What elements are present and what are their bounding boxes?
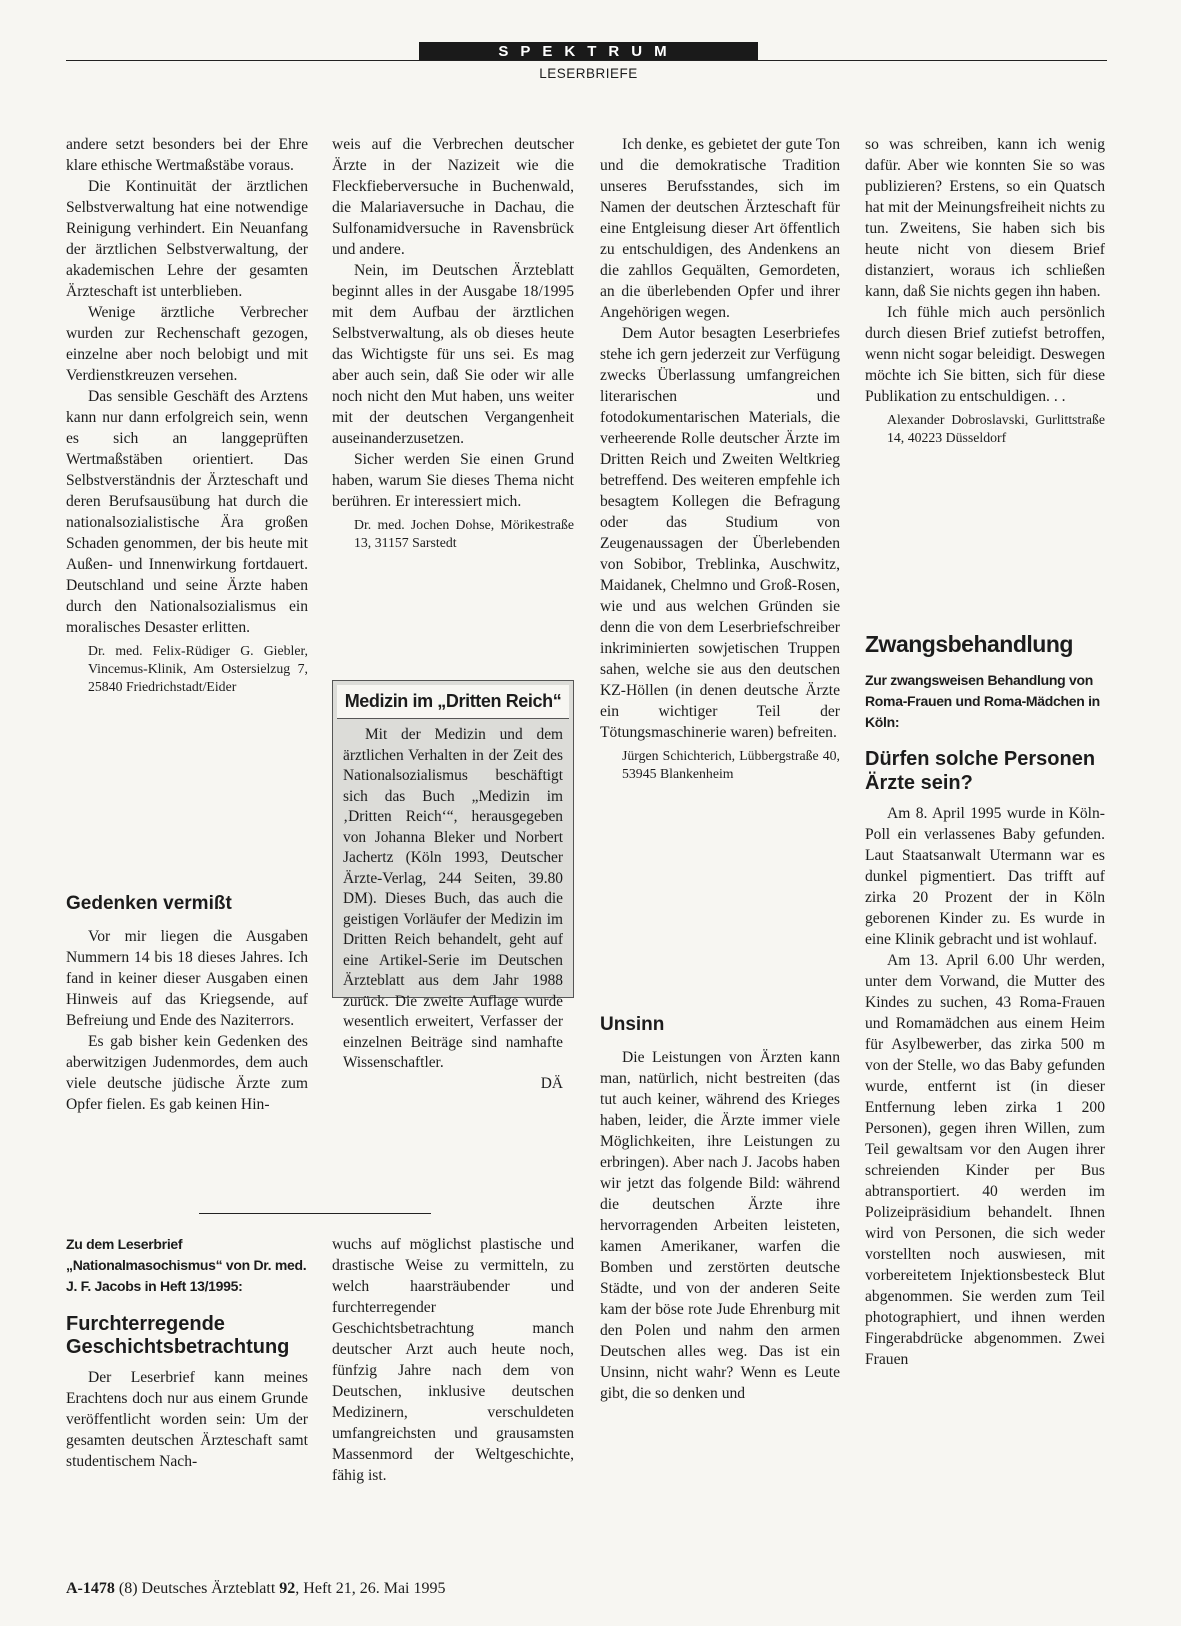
paragraph: Nein, im Deutschen Ärzteblatt beginnt alles in der Ausgabe 18/1995 mit dem Aufbau der ärztlichen Selbstverwaltung, als ob dieses heute das Wichtigste für uns sei. Es mag aber auch sein, daß Sie oder wir alle noch nicht den Mut haben, uns weiter mit der deutschen Vergangenheit auseinanderzusetzen. — [332, 262, 574, 447]
paragraph: Die Kontinuität der ärztlichen Selbstverwaltung hat eine notwendige Reinigung verhindert. Ein Neuanfang der ärztlichen Selbstverwaltung, der akademischen Lehre der gesamten Ärzteschaft ist unterblieben. — [66, 178, 308, 300]
journal-issue: , Heft 21, 26. Mai 1995 — [295, 1580, 446, 1597]
letter-signature: Jürgen Schichterich, Lübbergstraße 40, 53945 Blankenheim — [622, 748, 840, 781]
letter-signature: Dr. med. Jochen Dohse, Mörikestraße 13, 31157 Sarstedt — [354, 517, 574, 550]
paragraph: Ich denke, es gebietet der gute Ton und die demokratische Tradition unseres Berufsstandes, sich im Namen der deutschen Ärzteschaft für eine Entgleisung dieser Art öffentlich zu entschuldigen, des Andenkens an die zahllos Gequälten, Gemordeten, an die überlebenden Opfer und ihrer Angehörigen wegen. — [600, 136, 840, 321]
column-2-top — [332, 134, 574, 552]
paragraph: weis auf die Verbrechen deutscher Ärzte in der Nazizeit wie die Fleckfieberversuche in Buchenwald, die Malariaversuche in Dachau, die Sulfonamidversuche in Ravensbrück und andere. — [332, 136, 574, 258]
paragraph: Das sensible Geschäft des Arztens kann nur dann erfolgreich sein, wenn es sich an langgeprüften Wertmaßstäben orientiert. Das Selbstverständnis der Ärzteschaft und deren Berufsausübung hat durch die nationalsozialistische Ära großen Schaden genommen, der bis heute mit Außen- und Innenwirkung fortdauert. Deutschland und seine Ärzte haben durch den Nationalsozialismus ein moralisches Desaster erlitten. — [66, 388, 308, 636]
info-box — [332, 680, 574, 1092]
paragraph: Vor mir liegen die Ausgaben Nummern 14 bis 18 dieses Jahres. Ich fand in keiner dieser Ausgaben einen Hinweis auf das Kriegsende, auf Befreiung und Ende des Naziterrors. — [66, 928, 308, 1029]
letter-signature: Alexander Dobroslavski, Gurlittstraße 14, 40223 Düsseldorf — [887, 412, 1105, 445]
column-3-top — [600, 134, 840, 783]
info-box-text: Mit der Medizin und dem ärztlichen Verhalten in der Zeit des Nationalsozialismus beschäftigt sich das Buch „Medizin im ‚Dritten Reich‘“, herausgegeben von Johanna Bleker und Norbert Jachertz (Köln 1993, Deutscher Ärzte-Verlag, 244 Seiten, 39.80 DM). Dieses Buch, das auch die geistigen Vorläufer der Medizin im Dritten Reich behandelt, geht auf eine Artikel-Serie im Deutschen Ärzteblatt aus dem Jahr 1988 zurück. Die zweite Auflage wurde wesentlich erweitert, Verfasser der einzelnen Beiträge sind namhafte Wissenschaftler. — [343, 726, 563, 1071]
paragraph: Der Leserbrief kann meines Erachtens doch nur aus einem Grunde veröffentlicht worden sein: Um der gesamten deutschen Ärzteschaft samt studentischem Nach- — [66, 1369, 308, 1470]
paragraph: Es gab bisher kein Gedenken des aberwitzigen Judenmordes, dem auch viele deutsche jüdische Ärzte zum Opfer fielen. Es gab keinen Hin- — [66, 1033, 308, 1113]
paragraph: Dem Autor besagten Leserbriefes stehe ich gern jederzeit zur Verfügung zwecks Überlassung umfangreichen literarischen und fotodokumentarischen Materials, die verheerende Rolle deutscher Ärzte im Dritten Reich und Zweiten Weltkrieg betreffend. Des weiteren empfehle ich besagtem Kollegen die Befragung oder das Studium von Zeugenaussagen der Überlebenden von Sobibor, Treblinka, Auschwitz, Maidanek, Chelmno und Groß-Rosen, wie und aus welchen Gründen sie denn die von dem Leserbriefschreiber inkriminierten sowjetischen Truppen sahen, welche sie aus den deutschen KZ-Höllen (in denen deutsche Ärzte ein wichtiger Teil der Tötungsmaschinerie waren) befreiten. — [600, 325, 840, 741]
paragraph: Ich fühle mich auch persönlich durch diesen Brief zutiefst betroffen, wenn nicht sogar beleidigt. Deswegen möchte ich Sie bitten, sich für diese Publikation zu entschuldigen. . . — [865, 304, 1105, 405]
paragraph: Am 8. April 1995 wurde in Köln-Poll ein verlassenes Baby gefunden. Laut Staatsanwalt Utermann war es dunkel pigmentiert. Das trifft auf zirka 20 Prozent der in Köln geborenen Kinder zu. Es wurde in eine Klinik gebracht und ist wohlauf. — [865, 805, 1105, 948]
column-3-bottom — [600, 1013, 840, 1404]
column-1-middle — [66, 892, 308, 1115]
letter-kicker: Zur zwangsweisen Behandlung von Roma-Frauen und Roma-Mädchen in Köln: — [865, 672, 1100, 730]
letter-signature: Dr. med. Felix-Rüdiger G. Giebler, Vincemus-Klinik, Am Ostersielzug 7, 25840 Friedrichstadt/Eider — [88, 643, 308, 694]
section-header: SPEKTRUM — [419, 42, 758, 61]
letter-heading: Dürfen solche Personen Ärzte sein? — [865, 748, 1096, 794]
letter-heading: Furchterregende Geschichtsbetrachtung — [66, 1313, 290, 1358]
page-footer — [66, 1580, 445, 1598]
column-divider-rule — [199, 1213, 431, 1214]
journal-volume: 92 — [279, 1580, 296, 1597]
column-4-bottom — [865, 630, 1105, 1370]
info-box-body — [333, 723, 573, 1094]
paragraph: Die Leistungen von Ärzten kann man, natürlich, nicht bestreiten (das tut auch keiner, während des Krieges haben, leider, die Ärzte immer viele Möglichkeiten, ihre Leistungen zu erbringen). Aber nach J. Jacobs haben wir jetzt das folgende Bild: während die deutschen Ärzte ihre hervorragenden Arbeiten leisteten, kamen Amerikaner, warfen die Bomben und zerstörten deutsche Städte, und von der anderen Seite kam der böse rote Jude Ehrenburg mit den Polen und nahm den armen Deutschen alles weg. Das ist ein Unsinn, nicht wahr? Wenn es Leute gibt, die so denken und — [600, 1049, 840, 1402]
column-4-top — [865, 134, 1105, 447]
column-1-bottom — [66, 1234, 308, 1472]
info-box-signature: DÄ — [540, 1074, 563, 1092]
page-number: (8) — [118, 1580, 138, 1597]
paragraph: Sicher werden Sie einen Grund haben, warum Sie dieses Thema nicht berühren. Er interessiert mich. — [332, 451, 574, 510]
column-1-top — [66, 134, 308, 696]
paragraph: so was schreiben, kann ich wenig dafür. Aber wie konnten Sie so was publizieren? Erstens, so ein Quatsch hat mit der Meinungsfreiheit nichts zu tun. Zweitens, Sie haben sich bis heute nicht von diesem Brief distanziert, woraus ich schließen kann, daß Sie nichts gegen ihn haben. — [865, 136, 1105, 300]
info-box-title: Medizin im „Dritten Reich“ — [337, 685, 569, 719]
column-2-bottom — [332, 1234, 574, 1486]
letter-heading: Unsinn — [600, 1014, 665, 1035]
subsection-header: LESERBRIEFE — [539, 66, 638, 81]
section-heading: Zwangsbehandlung — [865, 631, 1073, 657]
header-rule — [66, 60, 1107, 61]
letter-kicker: Zu dem Leserbrief „Nationalmasochismus“ von Dr. med. J. F. Jacobs in Heft 13/1995: — [66, 1236, 307, 1294]
paragraph: Wenige ärztliche Verbrecher wurden zur Rechenschaft gezogen, einzelne aber noch belobigt und mit Verdienstkreuzen versehen. — [66, 304, 308, 384]
journal-name: Deutsches Ärzteblatt — [141, 1580, 276, 1597]
paragraph: wuchs auf möglichst plastische und drastische Weise zu vermitteln, zu welch haarsträubender und furchterregender Geschichtsbetrachtung manch deutscher Arzt auch heute noch, fünfzig Jahre nach dem von Deutschen, inklusive deutschen Medizinern, verschuldeten umfangreichsten und grausamsten Massenmord der Weltgeschichte, fähig ist. — [332, 1236, 574, 1484]
letter-heading: Gedenken vermißt — [66, 893, 232, 914]
page-code: A-1478 — [66, 1580, 115, 1597]
paragraph: andere setzt besonders bei der Ehre klare ethische Wertmaßstäbe voraus. — [66, 136, 308, 174]
paragraph: Am 13. April 6.00 Uhr werden, unter dem Vorwand, die Mutter des Kindes zu suchen, 43 Roma-Frauen und Romamädchen aus einem Heim für Asylbewerber, das zirka 500 m von der Stelle, wo das Baby gefunden wurde, entfernt ist (in dieser Entfernung leben zirka 1 200 Personen), gegen ihren Willen, zum Teil gewaltsam vor den Augen ihrer schreienden Kinder per Bus abtransportiert. 40 werden im Polizeipräsidium behandelt. Ihnen wird von Personen, die sich weder vorstellten noch auswiesen, mit vorbereitetem Injektionsbesteck Blut abgenommen. Sie werden zum Teil photographiert, und ihnen werden Fingerabdrücke abgenommen. Zwei Frauen — [865, 952, 1105, 1368]
